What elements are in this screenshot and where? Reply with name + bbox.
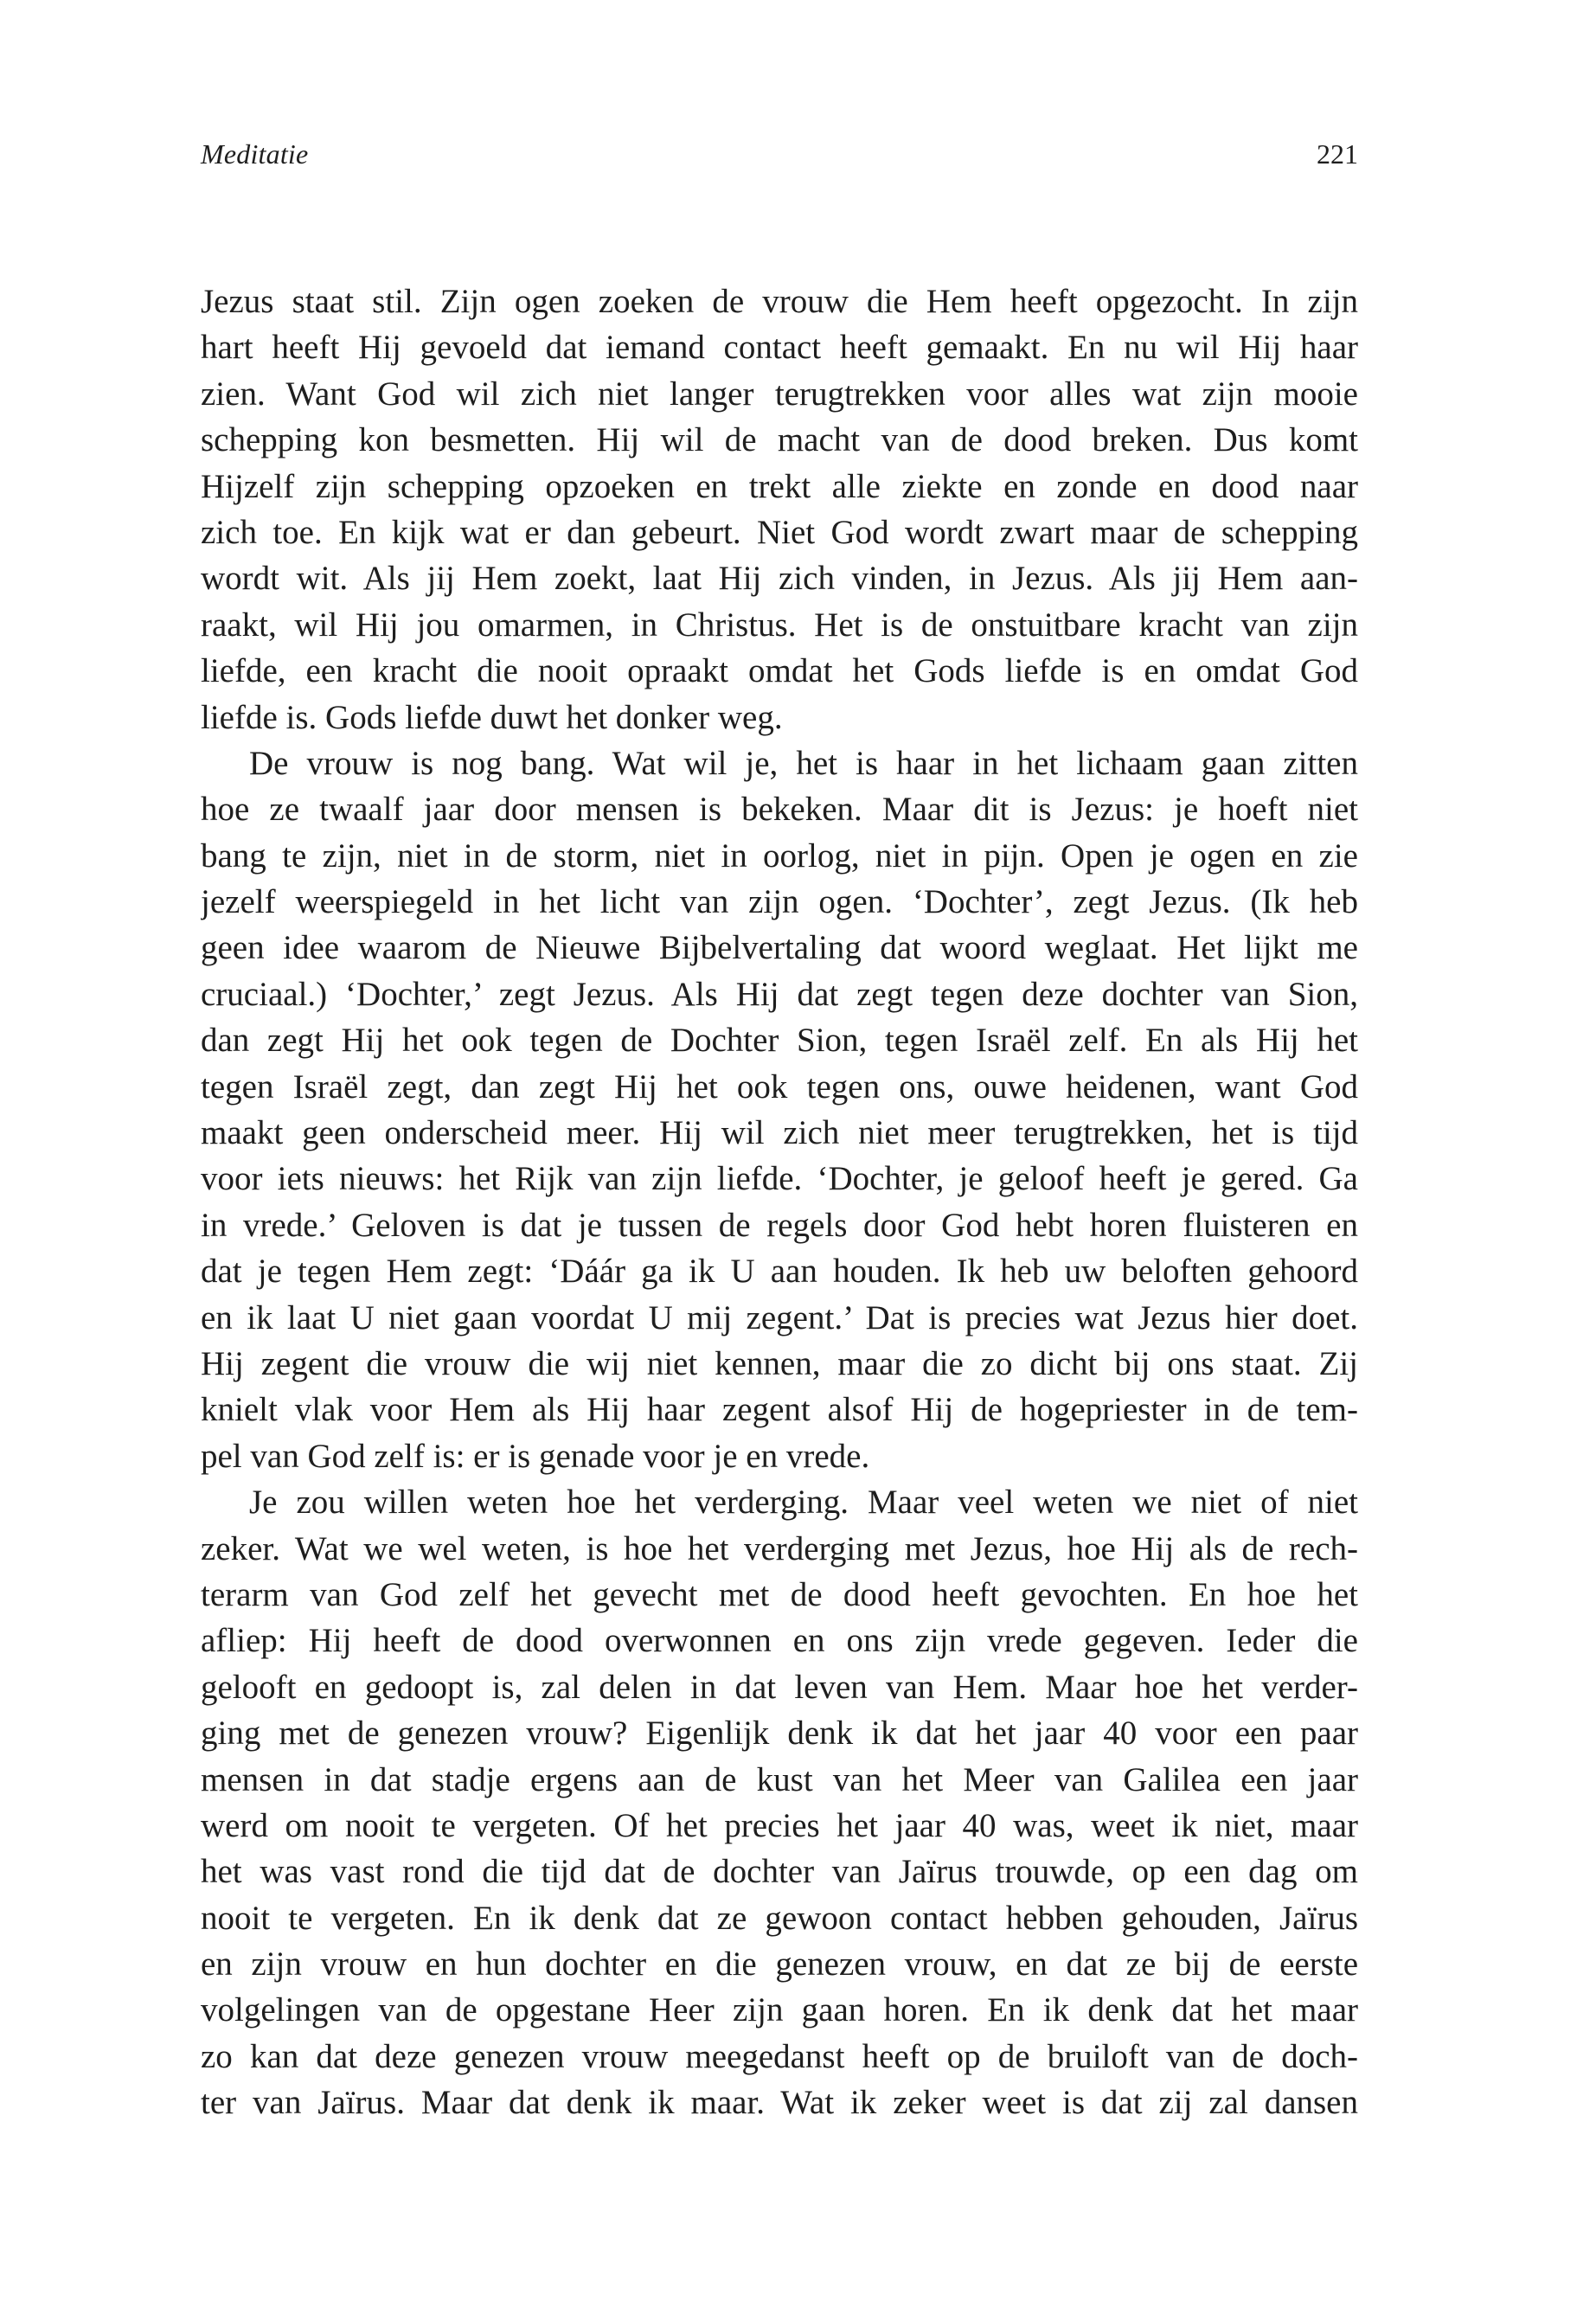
text-line: De vrouw is nog bang. Wat wil je, het is haar in het lichaam gaan zitten (249, 744, 1358, 782)
text-line: Hijzelf zijn schepping opzoeken en trekt alle ziekte en zonde en dood naar (201, 467, 1358, 505)
paragraph (201, 279, 1358, 740)
text-line: liefde, een kracht die nooit opraakt omdat het Gods liefde is en omdat God (201, 652, 1358, 690)
text-line: terarm van God zelf het gevecht met de dood heeft gevochten. En hoe het (201, 1575, 1358, 1613)
text-line: hoe ze twaalf jaar door mensen is bekeken. Maar dit is Jezus: je hoeft niet (201, 791, 1358, 829)
text-line: voor iets nieuws: het Rijk van zijn liefde. ‘Dochter, je geloof heeft je gered. Ga (201, 1160, 1358, 1198)
text-line: en ik laat U niet gaan voordat U mij zegent.’ Dat is precies wat Jezus hier doet. (201, 1298, 1358, 1336)
text-line: liefde is. Gods liefde duwt het donker weg. (201, 698, 783, 736)
text-line: Hij zegent die vrouw die wij niet kennen, maar die zo dicht bij ons staat. Zij (201, 1344, 1358, 1382)
text-line: ging met de genezen vrouw? Eigenlijk denk ik dat het jaar 40 voor een paar (201, 1715, 1358, 1753)
text-line: schepping kon besmetten. Hij wil de macht van de dood breken. Dus komt (201, 421, 1358, 459)
text-line: en zijn vrouw en hun dochter en die genezen vrouw, en dat ze bij de eerste (201, 1945, 1358, 1984)
text-line: dat je tegen Hem zegt: ‘Dáár ga ik U aan houden. Ik heb uw beloften gehoord (201, 1253, 1358, 1291)
text-line: Je zou willen weten hoe het verderging. Maar veel weten we niet of niet (249, 1484, 1358, 1522)
text-line: werd om nooit te vergeten. Of het precies het jaar 40 was, weet ik niet, maar (201, 1806, 1358, 1844)
text-line: gelooft en gedoopt is, zal delen in dat leven van Hem. Maar hoe het verder- (201, 1668, 1358, 1706)
text-line: dan zegt Hij het ook tegen de Dochter Sion, tegen Israël zelf. En als Hij het (201, 1022, 1358, 1060)
text-line: knielt vlak voor Hem als Hij haar zegent alsof Hij de hogepriester in de tem- (201, 1391, 1358, 1429)
text-line: zien. Want God wil zich niet langer terugtrekken voor alles wat zijn mooie (201, 375, 1358, 413)
text-line: pel van God zelf is: er is genade voor je en vrede. (201, 1437, 870, 1475)
text-line: bang te zijn, niet in de storm, niet in oorlog, niet in pijn. Open je ogen en zie (201, 836, 1358, 875)
text-line: in vrede.’ Geloven is dat je tussen de regels door God hebt horen fluisteren en (201, 1206, 1358, 1244)
body-text (201, 279, 1358, 2126)
page-number: 221 (1317, 138, 1358, 170)
text-line: afliep: Hij heeft de dood overwonnen en ons zijn vrede gegeven. Ieder die (201, 1622, 1358, 1660)
text-line: nooit te vergeten. En ik denk dat ze gewoon contact hebben gehouden, Jaïrus (201, 1899, 1358, 1937)
text-line: het was vast rond die tijd dat de dochter van Jaïrus trouwde, op een dag om (201, 1853, 1358, 1891)
text-line: zich toe. En kijk wat er dan gebeurt. Niet God wordt zwart maar de schepping (201, 513, 1358, 551)
text-line: hart heeft Hij gevoeld dat iemand contact heeft gemaakt. En nu wil Hij haar (201, 329, 1358, 367)
text-line: tegen Israël zegt, dan zegt Hij het ook tegen ons, ouwe heidenen, want God (201, 1067, 1358, 1106)
paragraph (201, 740, 1358, 1479)
paragraph (201, 1479, 1358, 2125)
text-line: raakt, wil Hij jou omarmen, in Christus. Het is de onstuitbare kracht van zijn (201, 606, 1358, 644)
text-line: jezelf weerspiegeld in het licht van zijn ogen. ‘Dochter’, zegt Jezus. (Ik heb (201, 883, 1358, 921)
text-line: zo kan dat deze genezen vrouw meegedanst heeft op de bruiloft van de doch- (201, 2037, 1358, 2075)
text-line: mensen in dat stadje ergens aan de kust van het Meer van Galilea een jaar (201, 1760, 1358, 1798)
text-line: ter van Jaïrus. Maar dat denk ik maar. Wat ik zeker weet is dat zij zal dansen (201, 2084, 1358, 2122)
text-line: maakt geen onderscheid meer. Hij wil zich niet meer terugtrekken, het is tijd (201, 1114, 1358, 1152)
running-title: Meditatie (201, 138, 309, 170)
text-line: zeker. Wat we wel weten, is hoe het verderging met Jezus, hoe Hij als de rech- (201, 1529, 1358, 1567)
text-line: cruciaal.) ‘Dochter,’ zegt Jezus. Als Hij dat zegt tegen deze dochter van Sion, (201, 975, 1358, 1013)
text-line: Jezus staat stil. Zijn ogen zoeken de vrouw die Hem heeft opgezocht. In zijn (201, 283, 1358, 320)
text-line: wordt wit. Als jij Hem zoekt, laat Hij zich vinden, in Jezus. Als jij Hem aan- (201, 560, 1358, 598)
text-line: geen idee waarom de Nieuwe Bijbelvertaling dat woord weglaat. Het lijkt me (201, 929, 1358, 967)
text-line: volgelingen van de opgestane Heer zijn gaan horen. En ik denk dat het maar (201, 1991, 1358, 2029)
